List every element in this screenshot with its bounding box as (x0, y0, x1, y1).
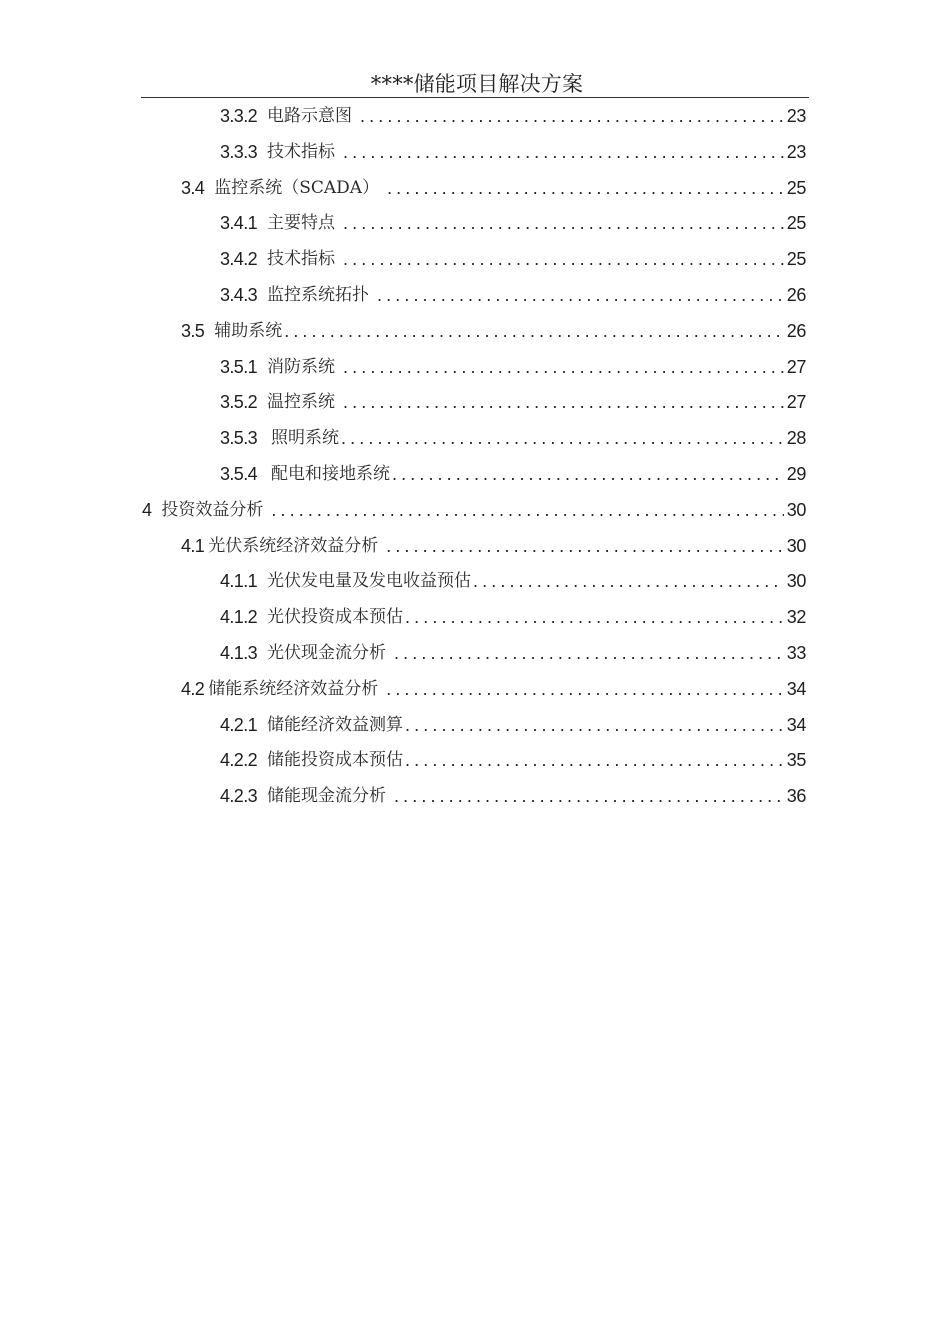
toc-entry-title: 照明系统 (271, 428, 340, 449)
toc-entry-number: 4 (142, 499, 152, 520)
toc-entry-4-2-2[interactable] (220, 743, 806, 771)
toc-entry-number: 3.4.2 (220, 249, 258, 270)
toc-entry-4-1-2[interactable] (220, 600, 806, 628)
toc-entry-4-2[interactable] (181, 672, 806, 700)
toc-entry-page: 30 (786, 499, 806, 520)
dot-leader (386, 678, 784, 700)
toc-entry-page: 25 (786, 177, 806, 198)
toc-entry-title: 温控系统 (267, 392, 336, 413)
toc-entry-title: 储能系统经济效益分析 (208, 678, 379, 699)
toc-entry-number: 4.2.1 (220, 714, 258, 735)
dot-leader (392, 463, 784, 485)
toc-entry-page: 26 (786, 320, 806, 341)
toc-entry-4-2-1[interactable] (220, 708, 806, 736)
toc-entry-page: 23 (786, 141, 806, 162)
toc-entry-title: 储能经济效益测算 (267, 714, 404, 735)
toc-entry-page: 25 (786, 213, 806, 234)
dot-leader (343, 391, 784, 413)
toc-entry-page: 27 (786, 356, 806, 377)
toc-entry-number: 4.2.3 (220, 786, 258, 807)
dot-leader (386, 535, 784, 557)
dot-leader (473, 570, 784, 592)
toc-entry-title: 电路示意图 (267, 106, 353, 126)
toc-entry-3-4[interactable] (181, 171, 806, 199)
toc-entry-page: 29 (786, 464, 806, 484)
toc-entry-number: 3.3.3 (220, 141, 258, 162)
toc-entry-3-3-2[interactable] (220, 99, 806, 127)
dot-leader (405, 749, 784, 771)
dot-leader (360, 105, 784, 127)
toc-entry-3-5-2[interactable] (220, 385, 806, 413)
toc-entry-title: 储能现金流分析 (267, 786, 387, 807)
toc-entry-page: 32 (786, 607, 806, 628)
toc-entry-number: 3.5.1 (220, 356, 258, 377)
toc-entry-title: 投资效益分析 (161, 499, 264, 520)
toc-entry-page: 34 (786, 714, 806, 735)
toc-entry-title: 消防系统 (267, 356, 336, 377)
toc-entry-page: 25 (786, 249, 806, 270)
toc-entry-page: 30 (786, 535, 806, 556)
toc-entry-number: 4.1.1 (220, 571, 258, 592)
dot-leader (405, 606, 784, 628)
toc-entry-title: 配电和接地系统 (271, 464, 391, 484)
dot-leader (394, 642, 784, 664)
toc-entry-number: 3.4.3 (220, 285, 258, 305)
dot-leader (405, 714, 784, 736)
toc-entry-title: 光伏投资成本预估 (267, 607, 404, 628)
toc-entry-number: 3.5.2 (220, 392, 258, 413)
toc-entry-title: 储能投资成本预估 (267, 750, 404, 771)
toc-entry-number: 4.1 (181, 535, 205, 556)
toc-entry-page: 33 (786, 643, 806, 663)
dot-leader (387, 177, 784, 199)
toc-entry-number: 4.2 (181, 678, 205, 699)
toc-entry-number: 4.2.2 (220, 750, 258, 771)
toc-entry-number: 3.5.4 (220, 464, 258, 484)
toc-entry-title: 监控系统（SCADA） (214, 177, 380, 198)
toc-entry-3-5-3[interactable] (220, 421, 806, 449)
toc-entry-3-4-3[interactable] (220, 278, 806, 306)
toc-entry-4-1-3[interactable] (220, 636, 806, 664)
toc-entry-3-5-1[interactable] (220, 350, 806, 378)
dot-leader (341, 427, 784, 449)
toc-entry-4-1-1[interactable] (220, 564, 806, 592)
dot-leader (271, 499, 783, 521)
header-divider (141, 97, 809, 98)
toc-entry-page: 35 (786, 750, 806, 771)
dot-leader (343, 212, 784, 234)
toc-entry-page: 26 (786, 285, 806, 305)
toc-entry-title: 光伏发电量及发电收益预估 (267, 571, 472, 592)
toc-entry-title: 技术指标 (267, 249, 336, 270)
toc-entry-title: 光伏现金流分析 (267, 643, 387, 663)
toc-entry-3-5-4[interactable] (220, 457, 806, 485)
toc-entry-title: 技术指标 (267, 141, 336, 162)
toc-entry-title: 辅助系统 (214, 320, 283, 341)
toc-entry-page: 28 (786, 428, 806, 449)
toc-entry-title: 监控系统拓扑 (267, 285, 370, 305)
toc-entry-3-3-3[interactable] (220, 135, 806, 163)
toc-entry-number: 3.3.2 (220, 106, 258, 126)
toc-entry-number: 3.4.1 (220, 213, 258, 234)
toc-entry-page: 23 (786, 106, 806, 126)
dot-leader (343, 356, 784, 378)
toc-entry-number: 3.5.3 (220, 428, 258, 449)
toc-entry-4-1[interactable] (181, 529, 806, 557)
toc-entry-3-4-2[interactable] (220, 242, 806, 270)
toc-entry-3-5[interactable] (181, 314, 806, 342)
toc-entry-4-2-3[interactable] (220, 779, 806, 807)
dot-leader (377, 284, 784, 306)
toc-entry-number: 3.4 (181, 177, 205, 198)
toc-entry-3-4-1[interactable] (220, 206, 806, 234)
toc-entry-page: 34 (786, 678, 806, 699)
toc-entry-number: 4.1.3 (220, 643, 258, 663)
toc-entry-page: 27 (786, 392, 806, 413)
dot-leader (394, 785, 784, 807)
dot-leader (284, 320, 784, 342)
toc-entry-number: 3.5 (181, 320, 205, 341)
toc-entry-number: 4.1.2 (220, 607, 258, 628)
toc-entry-title: 主要特点 (267, 213, 336, 234)
page-header (141, 64, 809, 98)
toc-entry-page: 36 (786, 786, 806, 807)
toc-entry-page: 30 (786, 571, 806, 592)
toc-entry-title: 光伏系统经济效益分析 (208, 535, 379, 556)
dot-leader (343, 141, 784, 163)
document-title: ****储能项目解决方案 (370, 72, 584, 96)
dot-leader (343, 248, 784, 270)
toc-entry-4[interactable] (142, 493, 806, 521)
